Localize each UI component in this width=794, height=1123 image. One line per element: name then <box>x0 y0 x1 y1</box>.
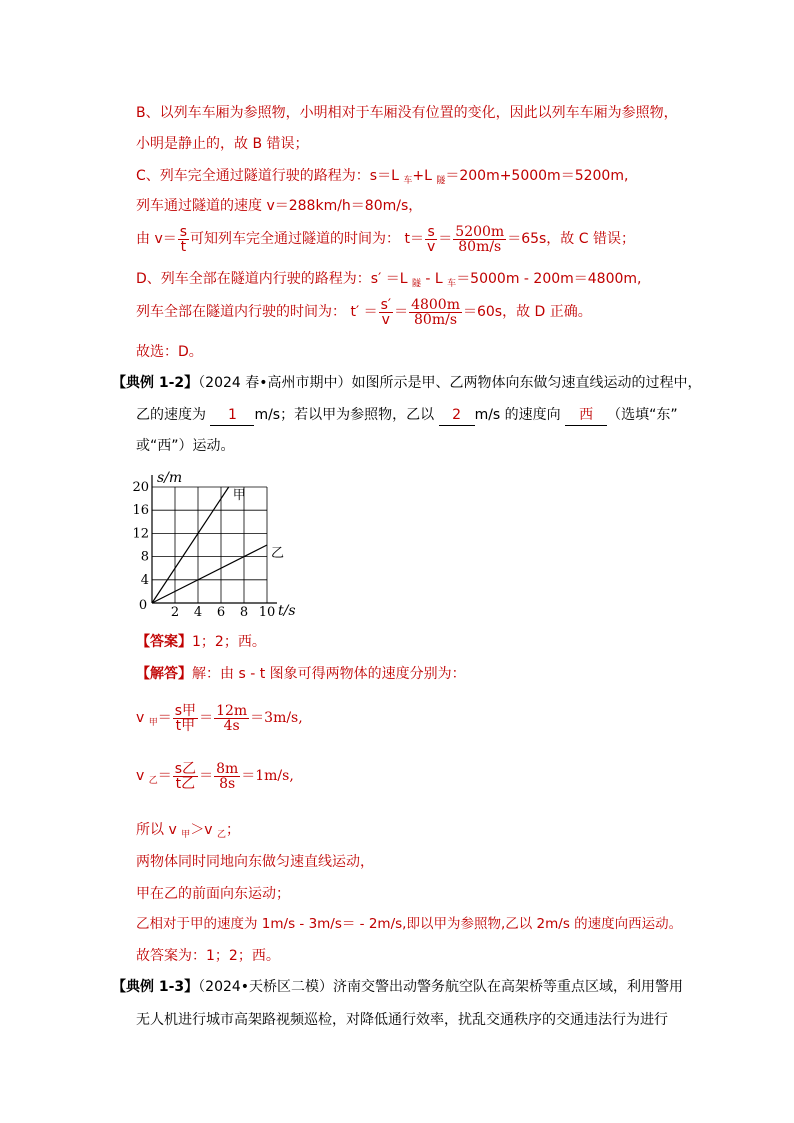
x-tick-label: 4 <box>193 605 203 620</box>
option-d-line2: 列车全部在隧道内行驶的时间为： t′ ＝ $\frac{s'}{v}$ ＝ $\frac{4800m}{80m/s}$ ＝60s，故 D 正确。 <box>136 296 592 328</box>
y-tick-label: 4 <box>140 572 149 588</box>
answer-blank-2: 2 <box>439 405 475 426</box>
example-1-2-line1: 【典例 1-2】（2024 春•高州市期中）如图所示是甲、乙两物体向东做匀速直线运动的过程中， <box>112 375 702 391</box>
origin-label: 0 <box>138 598 148 613</box>
series-line-乙 <box>152 545 267 603</box>
example-tag: 【典例 1-2】 <box>112 375 199 391</box>
example-1-2-line3: 或“西”）运动。 <box>136 438 235 454</box>
solution-line: 【解答】解：由 s - t 图象可得两物体的速度分别为： <box>136 666 466 682</box>
option-b-line1: B、以列车车厢为参照物，小明相对于车厢没有位置的变化，因此以列车车厢为参照物， <box>136 105 678 121</box>
series-line-甲 <box>152 487 229 603</box>
example-1-3-line2: 无人机进行城市高架路视频巡检，对降低通行效率，扰乱交通秩序的交通违法行为进行 <box>136 1012 668 1028</box>
example-1-3-line1: 【典例 1-3】（2024•天桥区二模）济南交警出动警务航空队在高架桥等重点区域，利用警用 <box>112 979 684 995</box>
option-c-line3: 由 v＝ $\frac{s}{t}$ 可知列车完全通过隧道的时间为： t＝ $\frac{s}{v}$ ＝ $\frac{5200m}{80m/s}$ ＝65s，故 C 错误； <box>136 223 635 255</box>
v-yi-equation: v $_乙$＝ $\frac{\text{s乙}}{\text{t乙}}$ ＝ $\frac{8m}{8s}$ ＝1m/s, <box>136 760 294 792</box>
v-jia-equation: v $_甲$＝ $\frac{\text{s甲}}{\text{t甲}}$ ＝ $\frac{12m}{4s}$ ＝3m/s, <box>136 702 303 734</box>
y-tick-label: 16 <box>132 503 149 519</box>
y-axis-label: s/m <box>157 470 183 486</box>
series-label-甲: 甲 <box>232 488 246 503</box>
y-tick-label: 8 <box>140 549 149 565</box>
x-tick-label: 8 <box>239 605 249 620</box>
choose-line: 故选：D。 <box>136 344 203 360</box>
answer-blank-3: 西 <box>565 405 607 426</box>
final-answer-line: 故答案为：1；2；西。 <box>136 948 280 964</box>
option-c-line1: C、列车完全通过隧道行驶的路程为：s＝L $_车$+L $_隧$＝200m+5000m＝5200m, <box>136 168 629 186</box>
s-t-graph <box>130 460 320 620</box>
comparison-line: 所以 v $_甲$＞v $_乙$； <box>136 822 240 840</box>
solution-line-b: 甲在乙的前面向东运动； <box>136 886 290 902</box>
answer-blank-1: 1 <box>210 405 254 426</box>
option-b-line2: 小明是静止的，故 B 错误； <box>136 136 309 152</box>
x-tick-label: 2 <box>170 605 180 620</box>
answer-line: 【答案】1；2；西。 <box>136 634 266 650</box>
option-c-line2: 列车通过隧道的速度 v＝288km/h＝80m/s， <box>136 198 423 214</box>
y-tick-label: 20 <box>132 480 149 495</box>
example-1-2-line2: 乙的速度为 1 m/s；若以甲为参照物，乙以 2 m/s 的速度向 西 （选填“东” <box>136 405 678 426</box>
option-d-line1: D、列车全部在隧道内行驶的路程为：s′ ＝L $_隧$ - L $_车$＝5000m - 200m＝4800m, <box>136 271 642 289</box>
y-tick-label: 12 <box>132 526 149 542</box>
x-axis-label: t/s <box>278 603 296 619</box>
solution-line-a: 两物体同时同地向东做匀速直线运动， <box>136 854 374 870</box>
series-label-乙: 乙 <box>271 546 285 561</box>
x-tick-label: 6 <box>216 605 226 620</box>
x-tick-label: 10 <box>258 605 276 620</box>
solution-line-c: 乙相对于甲的速度为 1m/s - 3m/s＝ - 2m/s,即以甲为参照物,乙以 2m/s 的速度向西运动。 <box>136 916 683 932</box>
